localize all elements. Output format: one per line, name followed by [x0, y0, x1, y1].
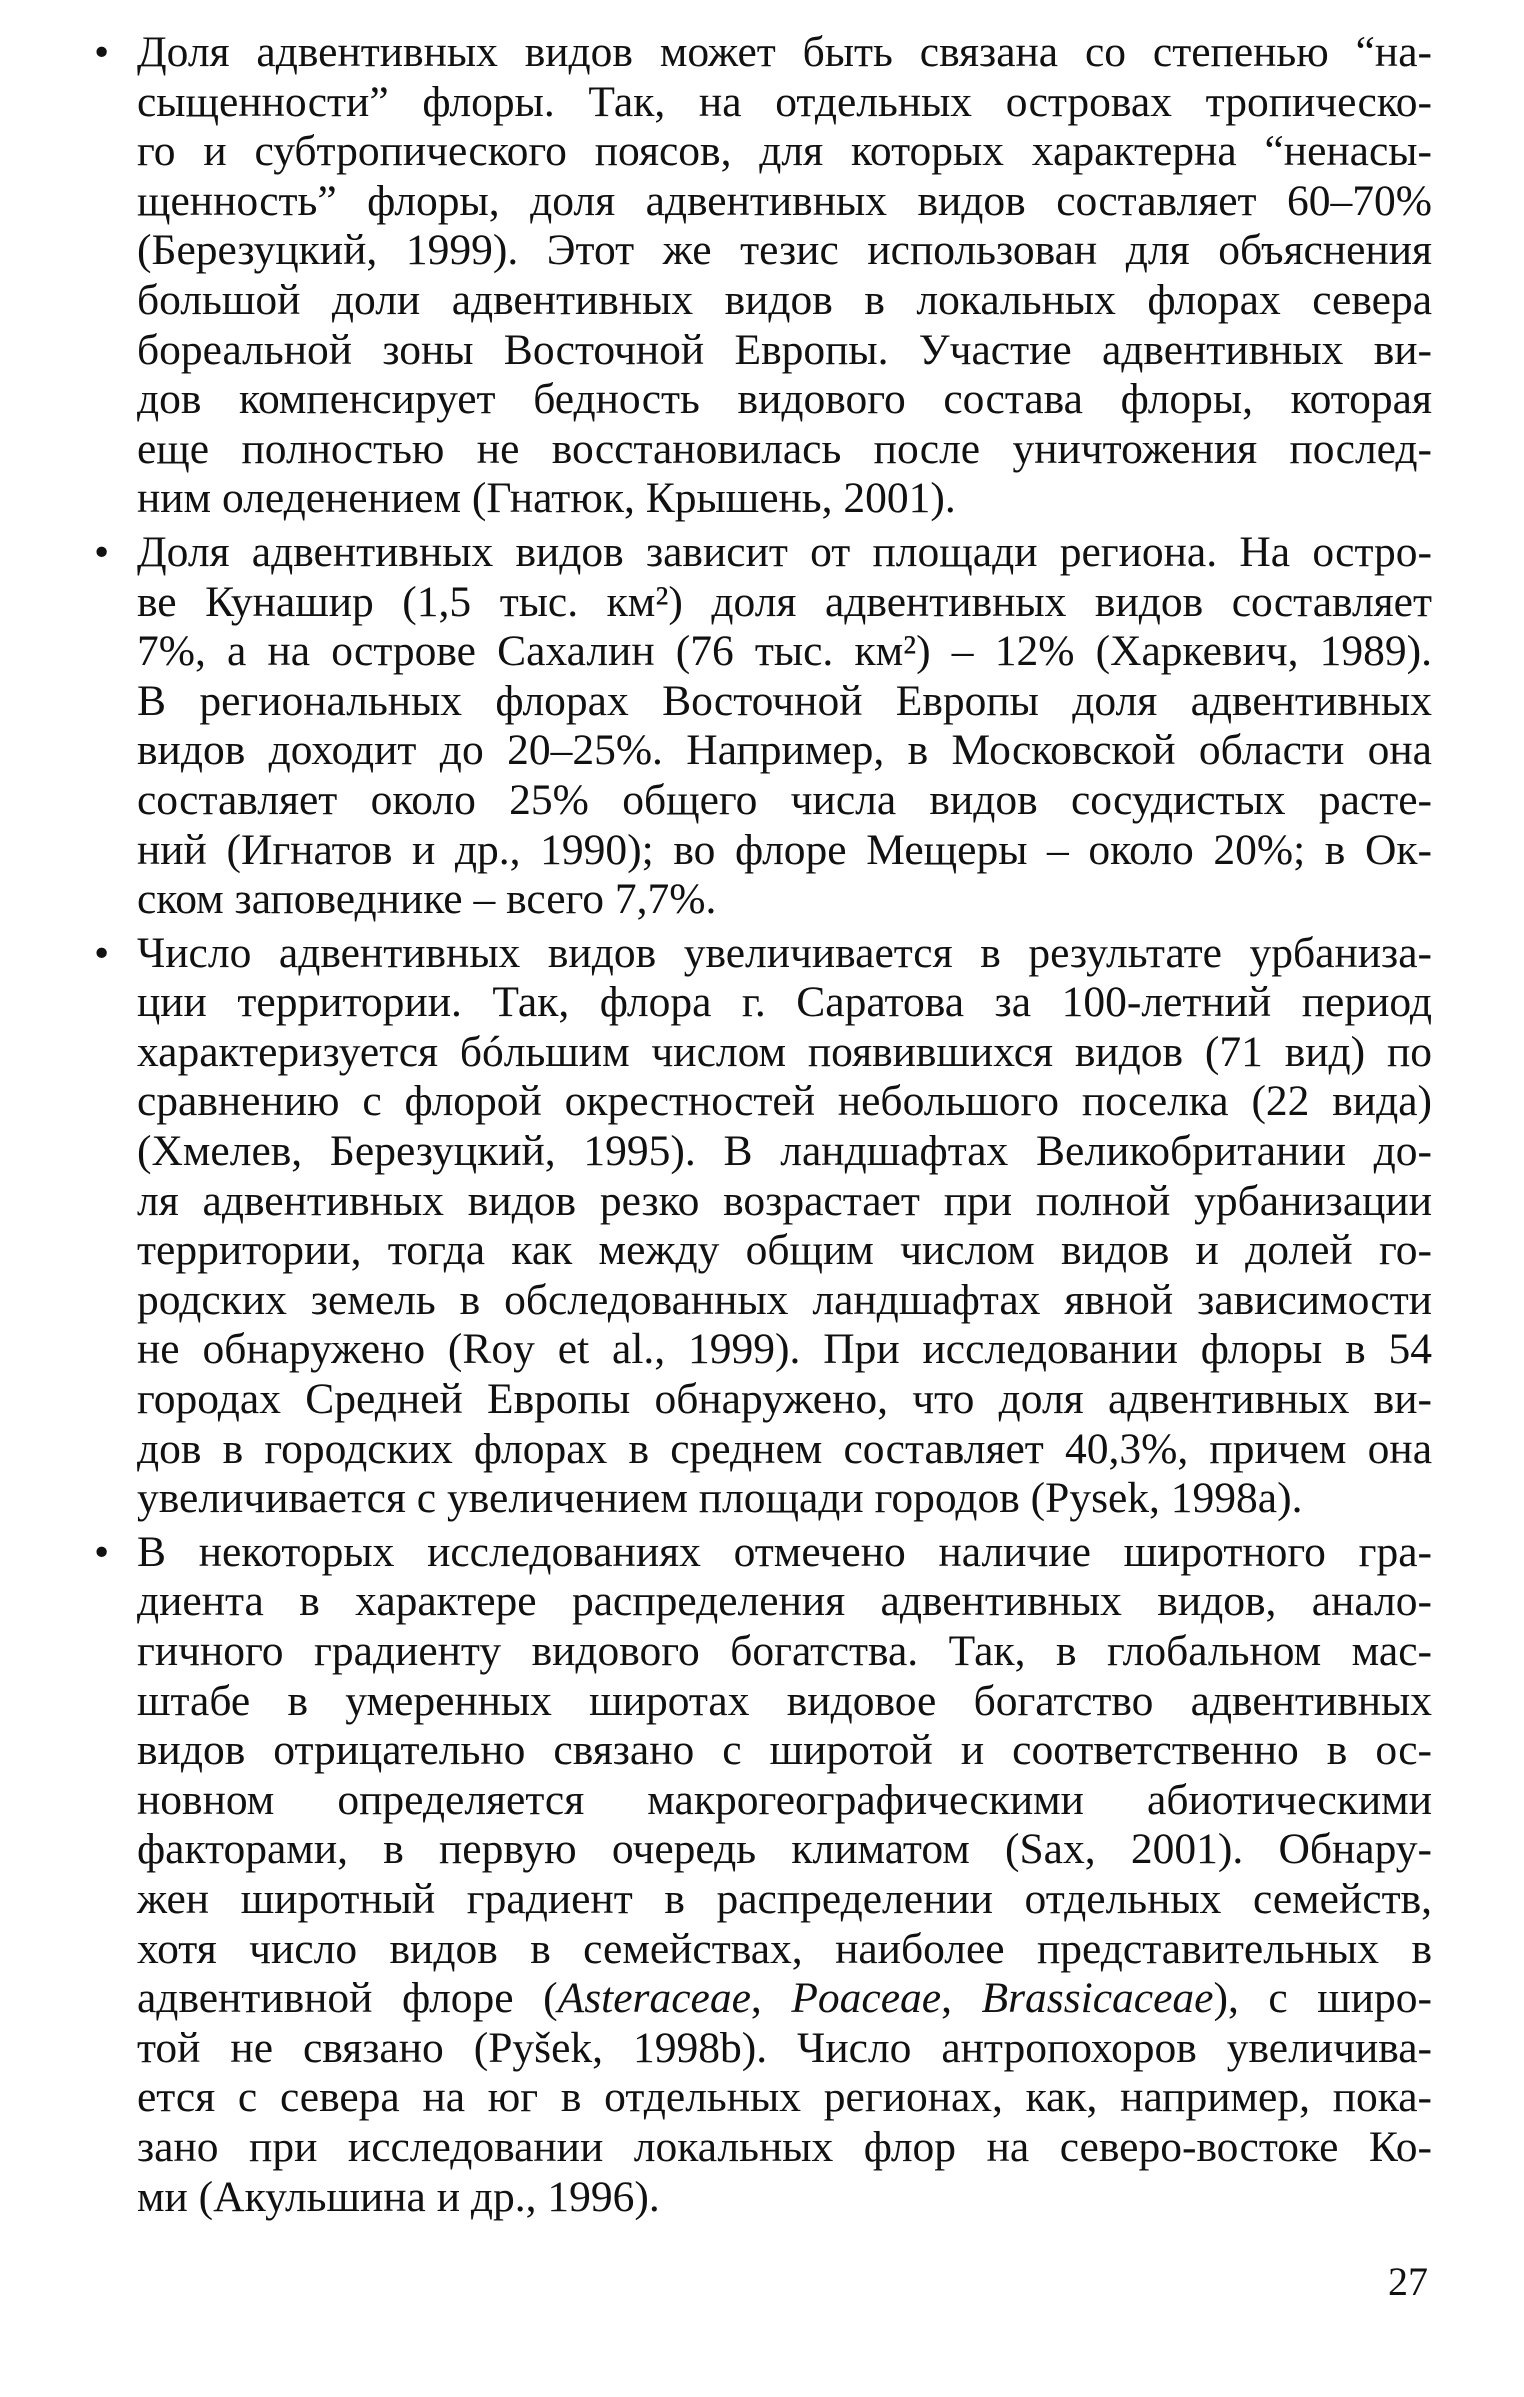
text-line: территории, тогда как между общим числом видов и долей го-	[137, 1226, 1432, 1275]
text-line: зано при исследовании локальных флор на северо-востоке Ко-	[137, 2122, 1432, 2171]
text-line: ется с севера на юг в отдельных регионах, как, например, пока-	[137, 2073, 1432, 2122]
text-line: (Березуцкий, 1999). Этот же тезис использован для объяснения	[137, 226, 1432, 275]
text-line: сыщенности” флоры. Так, на отдельных островах тропическо-	[137, 77, 1432, 126]
text-line: характеризуется бóльшим числом появившихся видов (71 вид) по	[137, 1027, 1432, 1076]
text-line: составляет около 25% общего числа видов сосудистых расте-	[137, 775, 1432, 824]
text-line: 7%, а на острове Сахалин (76 тыс. км²) – 12% (Харкевич, 1989).	[137, 627, 1432, 676]
text-line: дов в городских флорах в среднем составляет 40,3%, причем она	[137, 1424, 1432, 1473]
text-line: гичного градиенту видового богатства. Так, в глобальном мас-	[137, 1627, 1432, 1675]
bullet-marker: •	[94, 928, 110, 977]
text-line: видов отрицательно связано с широтой и соответственно в ос-	[137, 1726, 1432, 1775]
text-line: сравнению с флорой окрестностей небольшого поселка (22 вида)	[137, 1077, 1432, 1126]
bullet-marker: •	[94, 1527, 110, 1576]
text-line: хотя число видов в семействах, наиболее представительных в	[137, 1924, 1432, 1973]
page-number: 27	[1388, 2259, 1428, 2304]
text-line: (Хмелев, Березуцкий, 1995). В ландшафтах Великобритании до-	[137, 1127, 1432, 1176]
text-line: ний (Игнатов и др., 1990); во флоре Мещеры – около 20%; в Ок-	[137, 825, 1432, 874]
paragraph-adventive-latitude-gradient	[92, 1528, 1432, 2222]
text-line: Доля адвентивных видов может быть связана со степенью “на-	[137, 28, 1432, 76]
latin-family-name: Brassicaceae	[981, 1974, 1214, 2023]
text-line: ции территории. Так, флора г. Саратова за 100-летний период	[137, 978, 1432, 1027]
text-line: новном определяется макрогеографическими абиотическими	[137, 1775, 1432, 1824]
latin-family-name: Asteraceae	[557, 1974, 751, 2023]
text-line: щенность” флоры, доля адвентивных видов составляет 60–70%	[137, 176, 1432, 225]
text-line: диента в характере распределения адвентивных видов, анало-	[137, 1577, 1432, 1626]
text-line: штабе в умеренных широтах видовое богатство адвентивных	[137, 1676, 1432, 1725]
text-line: ми (Акульшина и др., 1996).	[137, 2172, 660, 2221]
bullet-marker: •	[94, 28, 110, 76]
text-line: факторами, в первую очередь климатом (Sax, 2001). Обнару-	[137, 1825, 1432, 1874]
bullet-list	[92, 28, 1432, 2226]
bullet-marker: •	[94, 527, 110, 576]
text-line: В некоторых исследованиях отмечено наличие широтного гра-	[137, 1527, 1432, 1576]
text-line: не обнаружено (Roy et al., 1999). При исследовании флоры в 54	[137, 1325, 1432, 1374]
text-line: ним оледенением (Гнатюк, Крышень, 2001).	[137, 474, 956, 523]
paragraph-adventive-saturation	[92, 28, 1432, 524]
text-line: адвентивной флоре (Asteraceae, Poaceae, Brassicaceae), с широ-	[137, 1974, 1433, 2023]
text-line: большой доли адвентивных видов в локальных флорах севера	[137, 275, 1432, 324]
text-line: В региональных флорах Восточной Европы доля адвентивных	[137, 676, 1432, 725]
text-line: городах Средней Европы обнаружено, что доля адвентивных ви-	[137, 1375, 1432, 1424]
text-line: го и субтропического поясов, для которых характерна “ненасы-	[137, 127, 1432, 176]
paragraph-adventive-region-area	[92, 528, 1432, 925]
text-line: ском заповеднике – всего 7,7%.	[137, 875, 717, 924]
text-line: ля адвентивных видов резко возрастает при полной урбанизации	[137, 1176, 1432, 1225]
paragraph-adventive-urbanization	[92, 929, 1432, 1524]
text-line: еще полностью не восстановилась после уничтожения послед-	[137, 424, 1432, 473]
text-line: жен широтный градиент в распределении отдельных семейств,	[137, 1874, 1432, 1923]
text-line: той не связано (Pyšek, 1998b). Число антропохоров увеличива-	[137, 2023, 1432, 2072]
text-line: Доля адвентивных видов зависит от площади региона. На остро-	[137, 527, 1432, 576]
text-line: увеличивается с увеличением площади городов (Pysek, 1998a).	[137, 1474, 1303, 1523]
text-line: бореальной зоны Восточной Европы. Участие адвентивных ви-	[137, 325, 1432, 374]
text-line: ве Кунашир (1,5 тыс. км²) доля адвентивных видов составляет	[137, 577, 1432, 626]
text-line: дов компенсирует бедность видового состава флоры, которая	[137, 375, 1432, 424]
latin-family-name: Poaceae	[791, 1974, 942, 2023]
text-line: родских земель в обследованных ландшафтах явной зависимости	[137, 1275, 1432, 1324]
text-line: видов доходит до 20–25%. Например, в Московской области она	[137, 726, 1432, 775]
text-line: Число адвентивных видов увеличивается в результате урбаниза-	[137, 928, 1432, 977]
